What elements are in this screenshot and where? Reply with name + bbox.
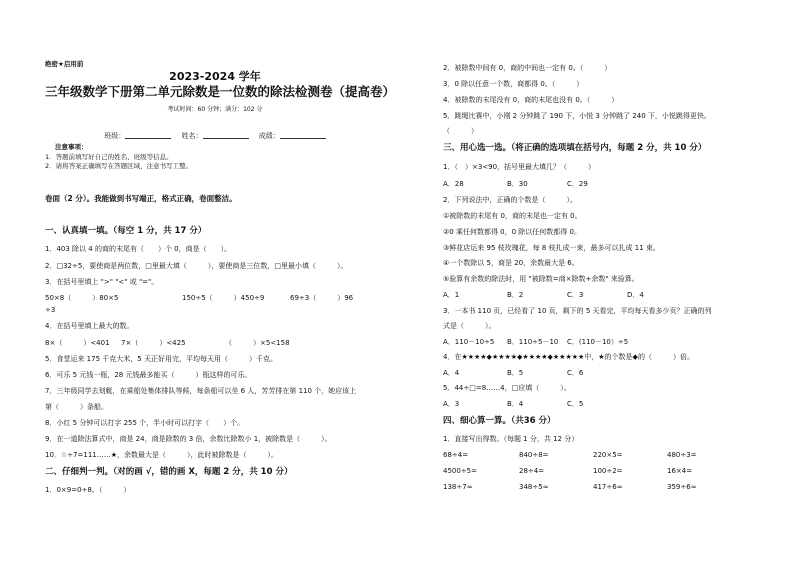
s3-q3-cont: 式是（ ）。 (443, 322, 496, 330)
left-column (45, 0, 396, 561)
calc-cell: 68÷4= (443, 451, 469, 459)
compare-3: 69÷3（ ）96 (290, 294, 354, 302)
class-field[interactable] (125, 131, 171, 139)
s3-q3-opt-a[interactable]: A．110－10÷5 (443, 338, 495, 346)
s3-q4: 4．在★★★★◆★★★★◆★★★★◆★★★★★中，★的个数是◆的（ ）倍。 (443, 353, 694, 361)
s1-q1: 1．403 除以 4 的商的末尾有（ ）个 0，商是（ ）。 (45, 245, 232, 253)
s4-sub: 1．直接写出得数。（每题 1 分，共 12 分） (443, 435, 579, 443)
max-3: （ ）×5<158 (225, 339, 290, 347)
calc-cell: 840÷8= (519, 451, 549, 459)
calc-cell: 220×5= (593, 451, 623, 459)
s2-q1: 1．0×9=0÷8。（ ） (45, 486, 131, 494)
s3-q4-opt-a[interactable]: A．4 (443, 369, 460, 377)
class-label: 班级： (104, 132, 126, 140)
s3-q3: 3．一本书 110 页，已经看了 10 页，剩下的 5 天看完，平均每天看多少页？正确的列 (443, 307, 712, 315)
secret-label: 绝密★启用前 (45, 60, 84, 68)
section2-heading: 二、仔细判一判。（对的画 √，错的画 X，每题 2 分，共 10 分） (45, 467, 293, 477)
s3-q1: 1．（ ）×3<90，括号里最大填几？（ ） (443, 163, 596, 171)
calc-cell: 100÷2= (593, 467, 623, 475)
note-2: 2．请将答案正确填写在答题区域，注意书写工整。 (45, 162, 193, 170)
s3-q3-opt-c[interactable]: C．(110－10）÷5 (567, 338, 629, 346)
s3-q3-opt-b[interactable]: B．110÷5－10 (507, 338, 559, 346)
max-1: 8×（ ）<401 (45, 339, 110, 347)
score-label: 成绩： (258, 132, 280, 140)
name-label: 姓名： (181, 132, 203, 140)
s3-q2-opt-c[interactable]: C．3 (567, 291, 584, 299)
s3-q4-opt-c[interactable]: C．6 (567, 369, 584, 377)
student-info-row (45, 131, 385, 140)
name-field[interactable] (203, 131, 249, 139)
calc-cell: 348÷5≈ (519, 483, 549, 491)
s3-q1-opt-b[interactable]: B．30 (507, 180, 528, 188)
calc-cell: 480÷3= (667, 451, 697, 459)
calc-cell: 16×4= (667, 467, 693, 475)
s3-q2-item3: ③鲜花店运来 95 枝玫瑰花，每 8 枝扎成一束，最多可以扎成 11 束。 (443, 244, 660, 252)
page-title: 三年级数学下册第二单元除数是一位数的除法检测卷（提高卷） (45, 84, 396, 99)
s2-q4: 4．被除数的末尾没有 0，商的末尾也没有 0。（ ） (443, 96, 619, 104)
s1-q5: 5．食堂运来 175 千克大米，5 天正好用完，平均每天用（ ）千克。 (45, 355, 277, 363)
s1-q10: 10．☆÷7=111……★，余数最大是（ ），此时被除数是（ ）。 (45, 451, 279, 459)
compare-row-tail: ÷3 (45, 306, 56, 314)
note-1: 1．答题前填写好自己的姓名、班级等信息。 (45, 153, 173, 161)
s1-q2: 2．□32÷5，要使商是两位数，□里最大填（ ），要使商是三位数，□里最小填（ ）。 (45, 262, 348, 270)
compare-1: 50×8（ ）80×5 (45, 294, 119, 302)
s3-q2-item5: ⑤验算有余数的除法时，用 "被除数=商×除数+余数" 来验算。 (443, 275, 639, 283)
s1-q6: 6．可乐 5 元钱一瓶，28 元钱最多能买（ ）瓶这样的可乐。 (45, 371, 252, 379)
s3-q5-opt-c[interactable]: C．5 (567, 400, 584, 408)
s3-q2-item4: ④一个数除以 5，商是 20，余数最大是 6。 (443, 259, 579, 267)
s3-q2-opt-b[interactable]: B．2 (507, 291, 524, 299)
s1-q3: 3．在括号里填上 ">" "<" 或 "="。 (45, 278, 159, 286)
right-column (443, 0, 768, 561)
compare-2: 150÷5（ ）450÷9 (182, 294, 265, 302)
section3-heading: 三、用心选一选。（将正确的选项填在括号内，每题 2 分，共 10 分） (443, 143, 707, 153)
score-field[interactable] (280, 131, 326, 139)
s3-q2-opt-a[interactable]: A．1 (443, 291, 460, 299)
calc-cell: 138÷7≈ (443, 483, 473, 491)
max-2: 7×（ ）<425 (121, 339, 186, 347)
s2-q2: 2．被除数中间有 0，商的中间也一定有 0。（ ） (443, 64, 612, 72)
s1-q7-cont: 第（ ）条船。 (45, 403, 108, 411)
exam-info: 考试时间：60 分钟；满分：102 分 (167, 106, 263, 113)
calc-cell: 28÷4= (519, 467, 545, 475)
s3-q4-opt-b[interactable]: B．5 (507, 369, 524, 377)
calc-cell: 359÷6≈ (667, 483, 697, 491)
s3-q2-opt-d[interactable]: D．4 (627, 291, 644, 299)
s3-q2-item2: ②0 乘任何数都得 0，0 除以任何数都得 0。 (443, 228, 581, 236)
s1-q9: 9．在一道除法算式中，商是 24，商是除数的 3 倍，余数比除数小 1，被除数是（ ）。 (45, 435, 332, 443)
s3-q5-opt-b[interactable]: B．4 (507, 400, 524, 408)
s2-q5: 5．跳绳比赛中，小刚 2 分钟跳了 190 下，小悦 3 分钟跳了 240 下，小悦跳得更快。 (443, 112, 711, 120)
calc-cell: 417÷6≈ (593, 483, 623, 491)
notes-heading: 注意事项： (55, 143, 88, 151)
s1-q7: 7．三年级同学去划艇，在乘船处集体排队等候，每条船可以坐 6 人，芳芳排在第 110 个，她应该上 (45, 387, 357, 395)
calc-cell: 4500÷5= (443, 467, 477, 475)
s1-q4: 4．在括号里填上最大的数。 (45, 322, 134, 330)
s3-q1-opt-c[interactable]: C．29 (567, 180, 588, 188)
neatness-line: 卷面（2 分）。我能做到书写端正，格式正确，卷面整洁。 (45, 194, 237, 203)
s2-q5-cont: （ ） (443, 127, 478, 135)
year-title: 2023-2024 学年 (169, 70, 261, 83)
s3-q5: 5．44÷□=8……4，□应填（ ）。 (443, 384, 571, 392)
s3-q5-opt-a[interactable]: A．3 (443, 400, 460, 408)
s1-q8: 8．小红 5 分钟可以打字 255 个，半小时可以打字（ ）个。 (45, 419, 245, 427)
s3-q2: 2．下列说法中，正确的个数是（ ）。 (443, 196, 577, 204)
s3-q2-item1: ①被除数的末尾有 0，商的末尾也一定有 0。 (443, 212, 582, 220)
s2-q3: 3．0 除以任意一个数，商都得 0。（ ） (443, 80, 584, 88)
section1-heading: 一、认真填一填。（每空 1 分，共 17 分） (45, 226, 207, 236)
section4-heading: 四、细心算一算。（共36 分） (443, 416, 556, 426)
s3-q1-opt-a[interactable]: A．28 (443, 180, 464, 188)
